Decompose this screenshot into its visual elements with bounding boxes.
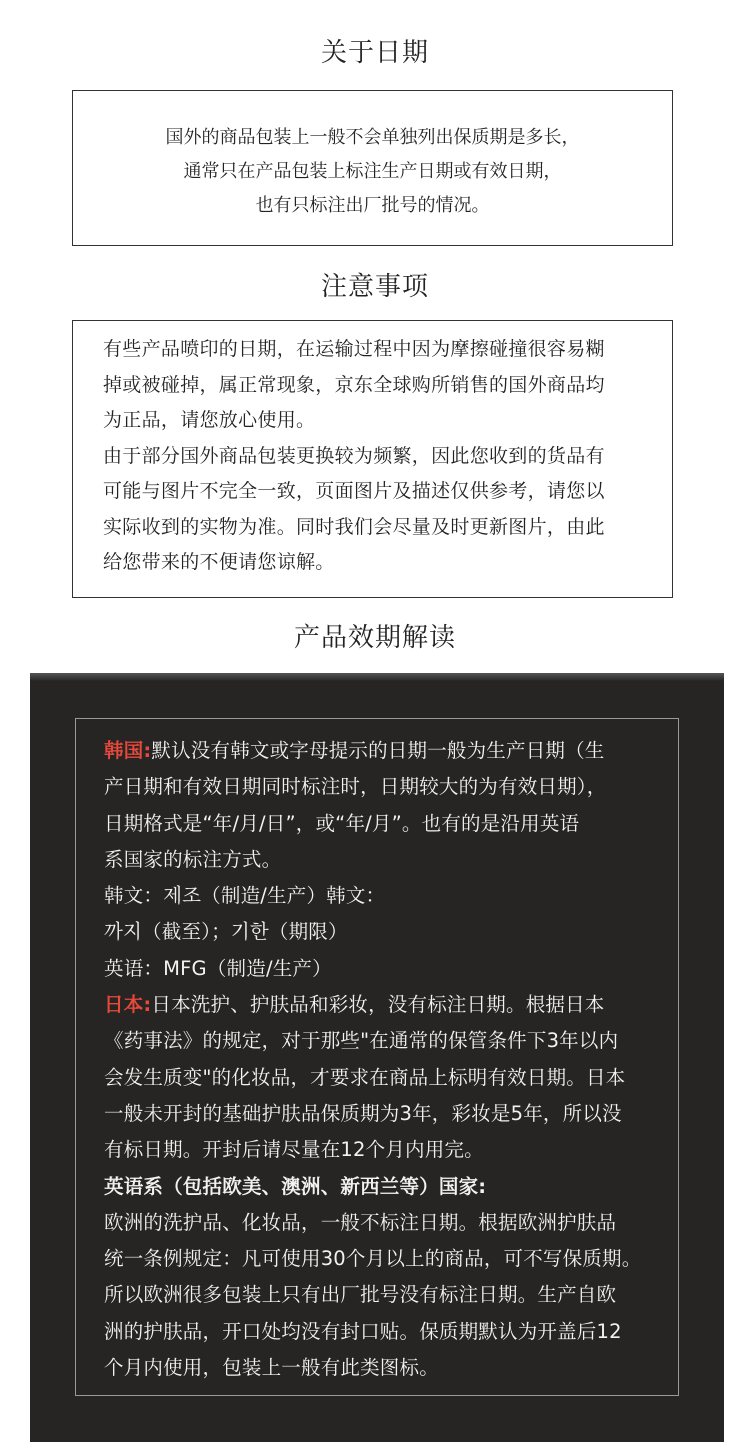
- notes-title: 注意事项: [320, 272, 429, 302]
- notes-line: 有些产品喷印的日期，在运输过程中因为摩擦碰撞很容易糊: [103, 338, 605, 360]
- korea-line: [104, 733, 672, 769]
- korea-label: 韩国:: [104, 739, 152, 762]
- korea-text: 默认没有韩文或字母提示的日期一般为生产日期（生: [151, 739, 605, 762]
- about-date-line: 国外的商品包装上一般不会单独列出保质期是多长，: [165, 127, 580, 148]
- english-line: 欧洲的洗护品、化妆品，一般不标注日期。根据欧洲护肤品: [104, 1210, 617, 1234]
- japan-text: 日本洗护、护肤品和彩妆，没有标注日期。根据日本: [151, 993, 605, 1017]
- japan-line: [104, 987, 672, 1023]
- notes-line: 给您带来的不便请您谅解。: [103, 551, 335, 573]
- notes-line: 实际收到的实物为准。同时我们会尽量及时更新图片，由此: [103, 515, 605, 538]
- korea-line: 系国家的标注方式。: [104, 847, 282, 871]
- korea-line: 产日期和有效日期同时标注时，日期较大的为有效日期），: [104, 775, 607, 799]
- notes-line: 掉或被碰掉，属正常现象，京东全球购所销售的国外商品均: [103, 373, 605, 396]
- about-date-title: 关于日期: [320, 38, 429, 68]
- korea-line: 까지（截至）；기한（期限）: [104, 920, 348, 944]
- interpretation-panel: [30, 673, 724, 1442]
- japan-line: 会发生质变"的化妆品，才要求在商品上标明有效日期。日本: [104, 1065, 626, 1089]
- notes-line: 由于部分国外商品包装更换较为频繁，因此您收到的货品有: [103, 444, 605, 467]
- japan-line: 有标日期。开封后请尽量在12个月内用完。: [104, 1138, 484, 1162]
- english-line: 个月内使用，包装上一般有此类图标。: [104, 1356, 439, 1380]
- about-date-box: [72, 90, 673, 246]
- interpretation-title: 产品效期解读: [293, 623, 456, 653]
- korea-line: 日期格式是“年/月/日”，或“年/月”。也有的是沿用英语: [104, 811, 580, 835]
- japan-line: 《药事法》的规定，对于那些"在通常的保管条件下3年以内: [104, 1029, 619, 1053]
- notes-line: 为正品，请您放心使用。: [103, 409, 316, 431]
- english-label: 英语系（包括欧美、澳洲、新西兰等）国家:: [104, 1174, 487, 1198]
- english-line: 所以欧洲很多包装上只有出厂批号没有标注日期。生产自欧: [104, 1283, 617, 1307]
- panel-top-shade: [30, 673, 724, 681]
- interpretation-box: [75, 718, 679, 1396]
- japan-line: 一般未开封的基础护肤品保质期为3年，彩妆是5年，所以没: [104, 1101, 622, 1125]
- japan-label: 日本:: [104, 993, 152, 1017]
- english-line: 洲的护肤品，开口处均没有封口贴。保质期默认为开盖后12: [104, 1319, 622, 1343]
- notes-line: 可能与图片不完全一致，页面图片及描述仅供参考，请您以: [103, 480, 605, 502]
- about-date-line: 也有只标注出厂批号的情况。: [255, 195, 490, 216]
- about-date-line: 通常只在产品包装上标注生产日期或有效日期，: [183, 161, 562, 182]
- korea-line: 英语：MFG（制造/生产）: [104, 956, 332, 980]
- korea-line: 韩文：제조（制造/生产）韩文：: [104, 884, 386, 908]
- notes-box: [72, 320, 673, 598]
- english-line: 统一条例规定：凡可使用30个月以上的商品，可不写保质期。: [104, 1247, 642, 1271]
